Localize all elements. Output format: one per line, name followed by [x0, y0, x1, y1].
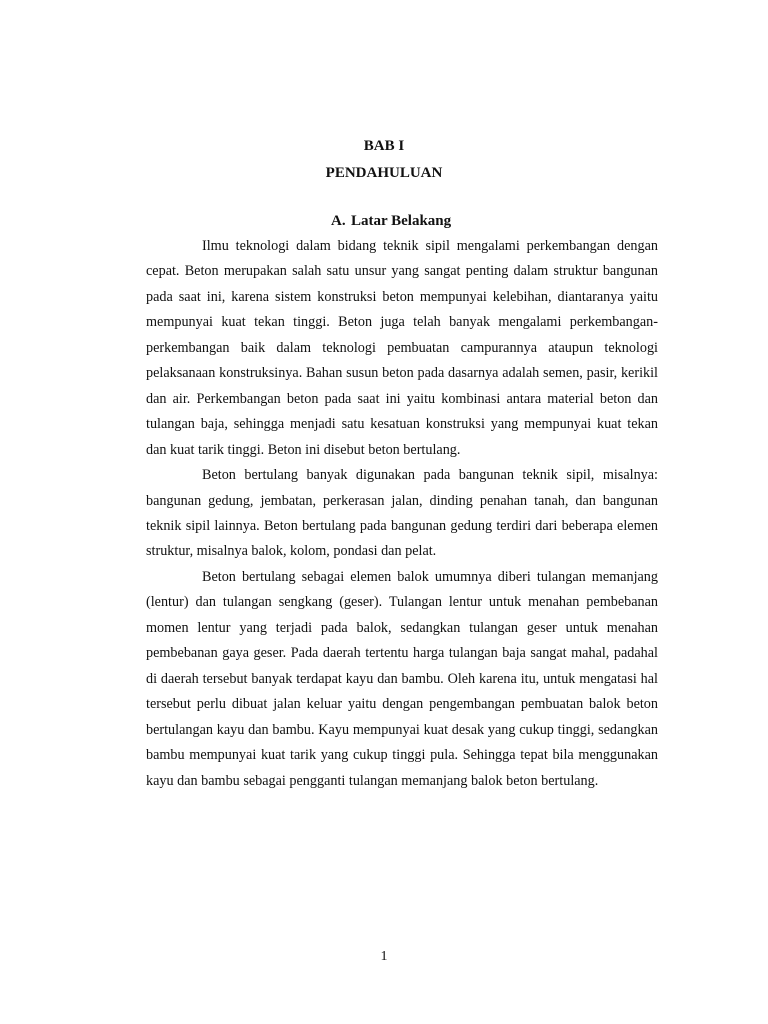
section-title: Latar Belakang [351, 213, 452, 229]
page-number: 1 [380, 949, 388, 964]
chapter-label: BAB I [363, 138, 405, 154]
chapter-title: PENDAHULUAN [325, 165, 443, 181]
paragraph-1: Ilmu teknologi dalam bidang teknik sipil mengalami perkembangan dengan cepat. Beton merupakan salah satu unsur yang sangat penting dalam struktur bangunan pada saat ini, karena sistem konstruksi beton mempunyai kelebihan, diantaranya yaitu mempunyai kuat tekan tinggi. Beton juga telah banyak mengalami perkembangan-perkembangan baik dalam teknologi pembuatan campurannya ataupun teknologi pelaksanaan konstruksinya. Bahan susun beton pada dasarnya adalah semen, pasir, kerikil dan air. Perkembangan beton pada saat ini yaitu kombinasi antara material beton dan tulangan baja, sehingga menjadi satu kesatuan konstruksi yang mempunyai kuat tekan dan kuat tarik tinggi. Beton ini disebut beton bertulang. [146, 238, 658, 458]
section-heading [331, 212, 451, 230]
paragraph-3: Beton bertulang sebagai elemen balok umumnya diberi tulangan memanjang (lentur) dan tulangan sengkang (geser). Tulangan lentur untuk menahan pembebanan momen lentur yang terjadi pada balok, sedangkan tulangan geser untuk menahan pembebanan gaya geser. Pada daerah tertentu harga tulangan baja sangat mahal, padahal di daerah tersebut banyak terdapat kayu dan bambu. Oleh karena itu, untuk mengatasi hal tersebut perlu dibuat jalan keluar yaitu dengan pengembangan pembuatan balok beton bertulangan kayu dan bambu. Kayu mempunyai kuat desak yang cukup tinggi, sedangkan bambu mempunyai kuat tarik yang cukup tinggi pula. Sehingga tepat bila menggunakan kayu dan bambu sebagai pengganti tulangan memanjang balok beton bertulang. [146, 568, 658, 789]
paragraph-2: Beton bertulang banyak digunakan pada bangunan teknik sipil, misalnya: bangunan gedung, jembatan, perkerasan jalan, dinding penahan tanah, dan bangunan teknik sipil lainnya. Beton bertulang pada bangunan gedung terdiri dari beberapa elemen struktur, misalnya balok, kolom, pondasi dan pelat. [146, 467, 658, 560]
body-text [146, 234, 658, 794]
section-number: A. [331, 213, 346, 229]
